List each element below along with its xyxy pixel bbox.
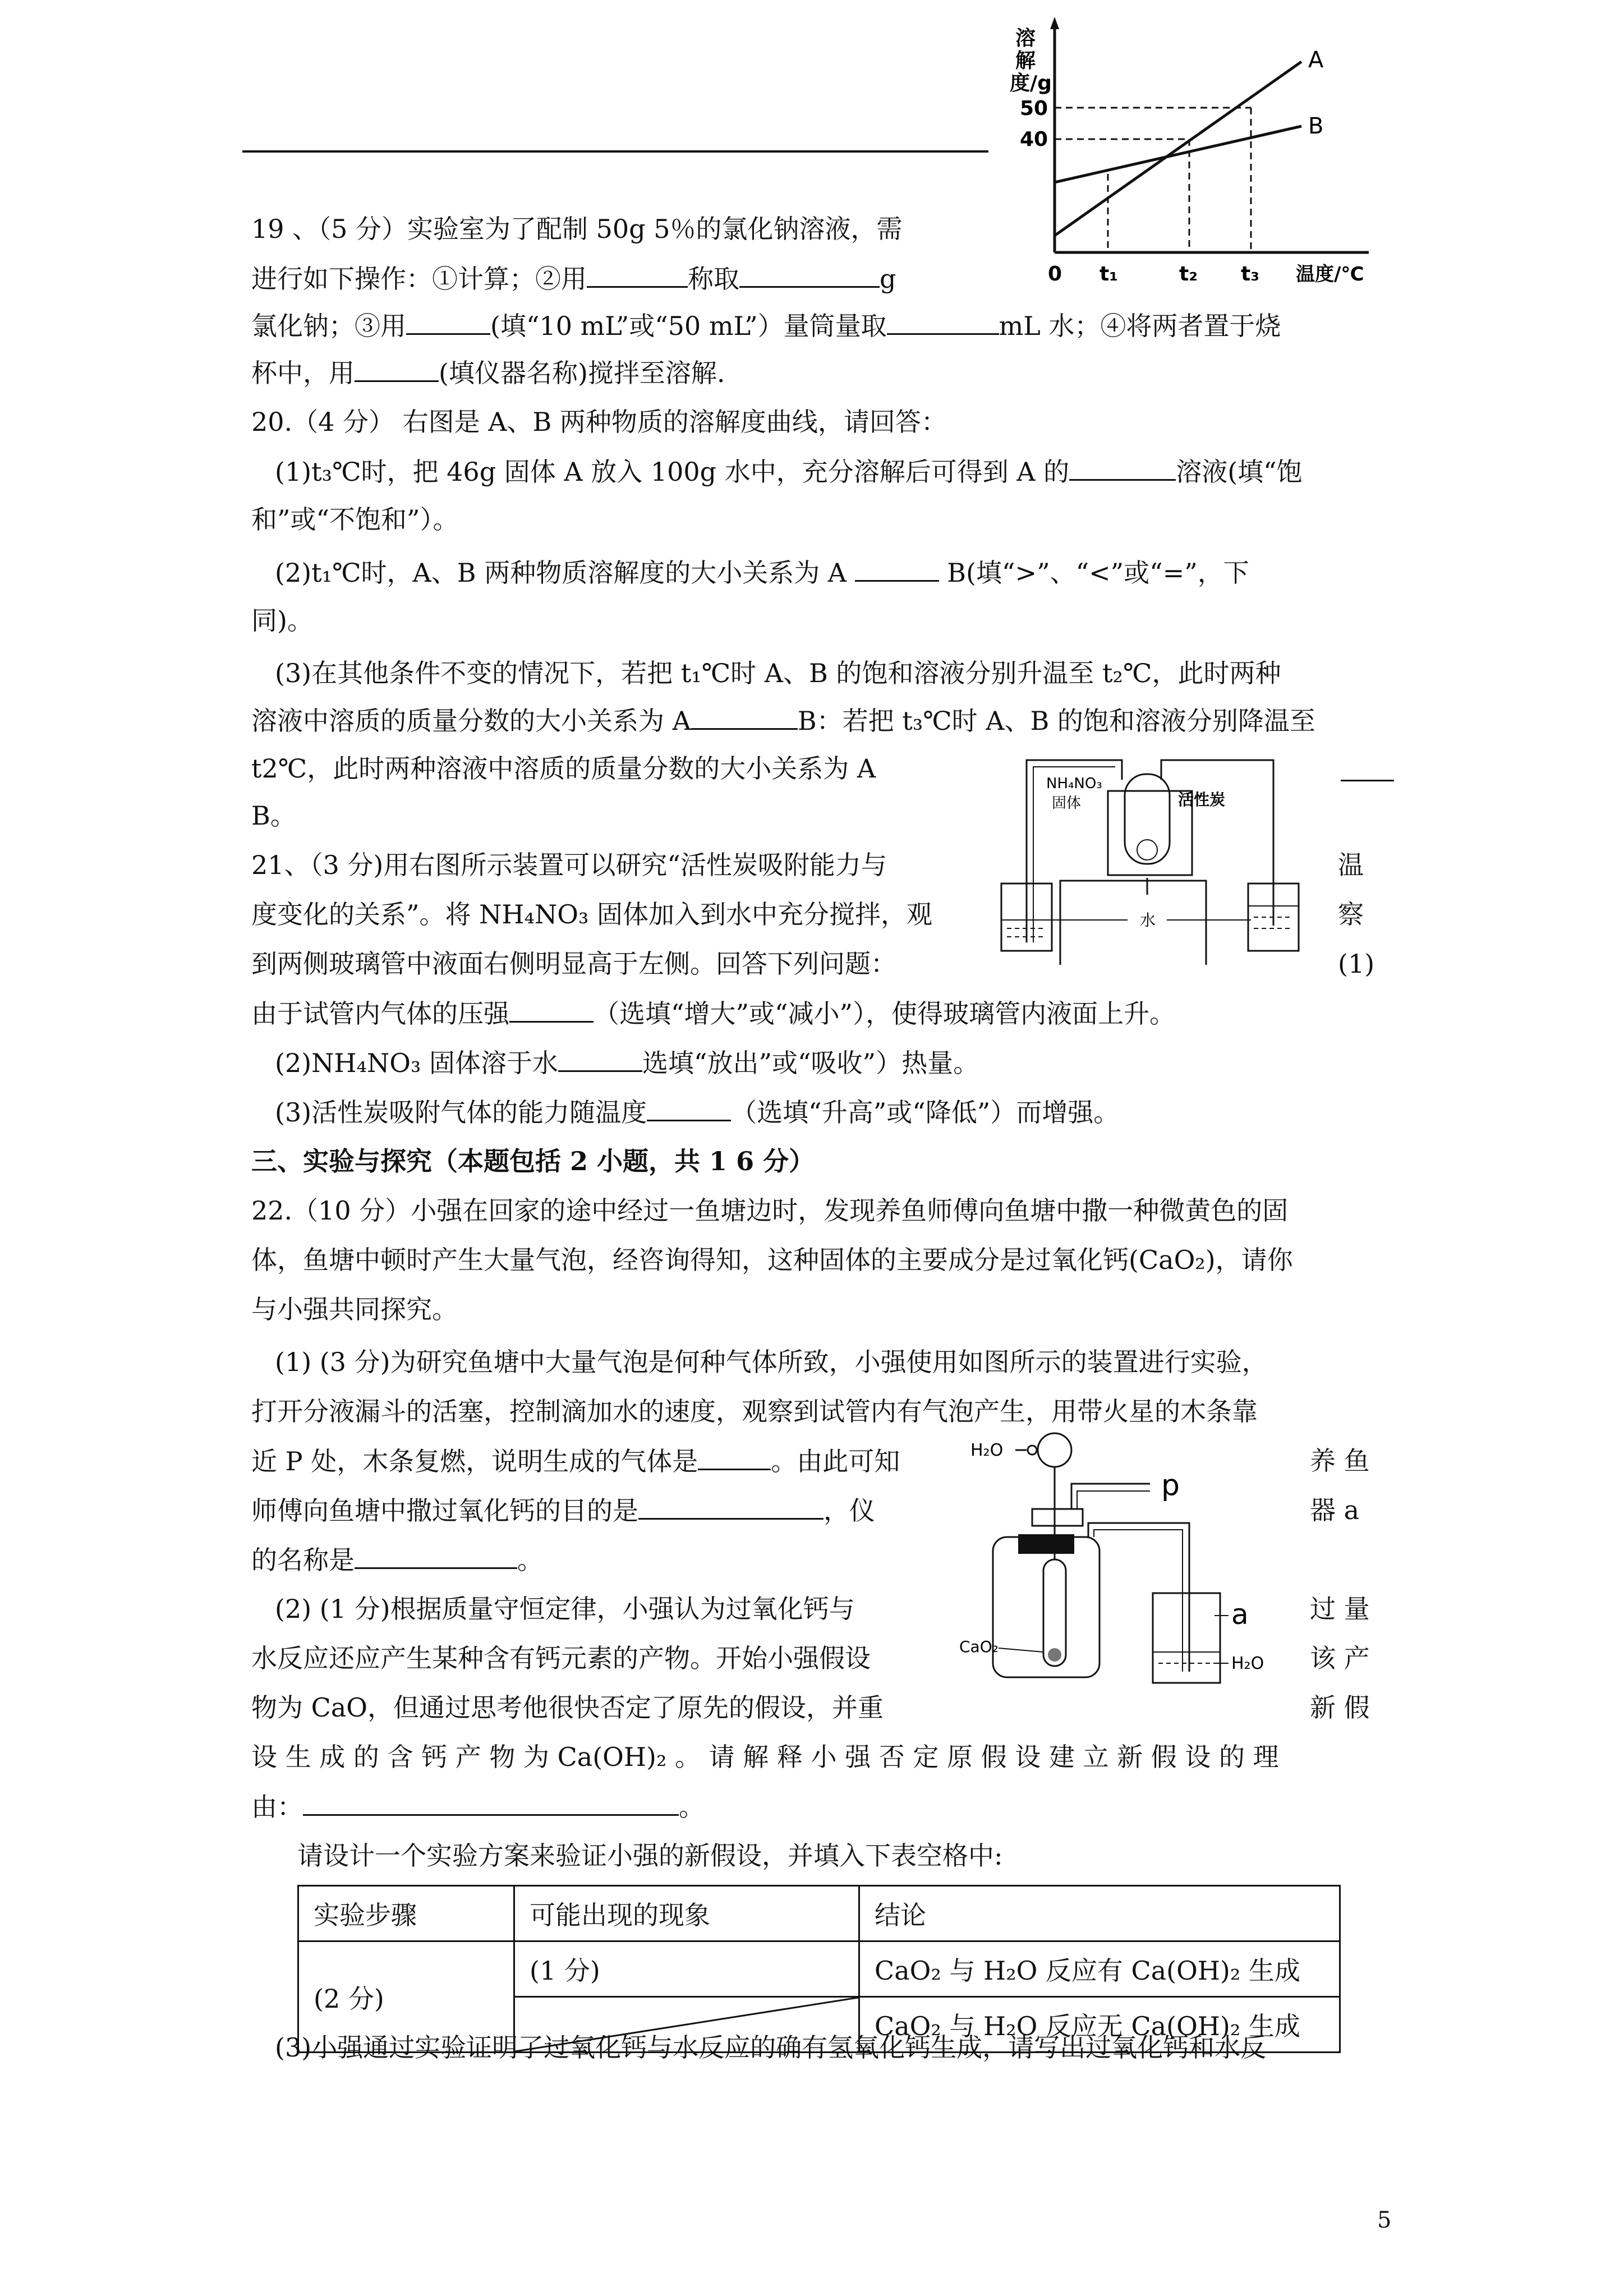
graph-x-label: 温度/℃ (1296, 263, 1364, 286)
q20-blank-cool-compare[interactable] (1341, 780, 1394, 781)
q21-line-2: 度变化的关系”。将 NH₄NO₃ 固体加入到水中充分搅拌，观 (251, 899, 932, 930)
fig21-solid-label: 固体 (1052, 795, 1082, 812)
q20-blank-t1-compare[interactable] (855, 555, 939, 582)
q20-blank-heat-compare[interactable] (691, 703, 798, 730)
fig22-a-label: a (1231, 1598, 1249, 1631)
q22-line-14: 请设计一个实验方案来验证小强的新假设，并填入下表空格中: (297, 1841, 1003, 1871)
q19-line-3: 氯化钠；③用 (填“10 mL”或“50 mL”）量筒量取 mL 水；④将两者置于烧 (251, 309, 1281, 343)
q22-line-12: 设 生 成 的 含 钙 产 物 为 Ca(OH)₂ 。 请 解 释 小 强 否 定 原 假 设 建 立 新 假 设 的 理 (251, 1742, 1279, 1772)
curve-a-line (1055, 62, 1301, 236)
q21-line-3: 到两侧玻璃管中液面右侧明显高于左侧。回答下列问题： (251, 949, 896, 979)
q22-line-1: 22.（10 分）小强在回家的途中经过一鱼塘边时，发现养鱼师傅向鱼塘中撒一种微黄色的固 (251, 1195, 1289, 1226)
q22-line-15: (3)小强通过实验证明了过氧化钙与水反应的确有氢氧化钙生成，请写出过氧化钙和水反 (275, 2032, 1267, 2063)
q22-line-6: 近 P 处，木条复燃，说明生成的气体是 。由此可知 (251, 1444, 900, 1478)
adsorption-apparatus-figure (993, 757, 1329, 965)
q22-line-9-end: 过 量 (1310, 1594, 1370, 1624)
q21-line-1: 21、（3 分)用右图所示装置可以研究“活性炭吸附能力与 (251, 850, 887, 880)
q20-blank-saturation[interactable] (1069, 454, 1176, 481)
q22-blank-instrument-name[interactable] (355, 1543, 517, 1569)
graph-y-label-1: 溶 (1015, 27, 1036, 50)
q20-line-3: 和”或“不饱和”）。 (251, 504, 459, 535)
q20-line-9: B。 (251, 800, 296, 831)
table-header-row (298, 1886, 1340, 1941)
table-cell-conclusion-1: CaO₂ 与 H₂O 反应有 Ca(OH)₂ 生成 (859, 1941, 1340, 1997)
q19-blank-tool[interactable] (355, 356, 439, 382)
q21-blank-pressure[interactable] (509, 996, 594, 1023)
q19-blank-volume[interactable] (887, 309, 999, 335)
q21-line-4: 由于试管内气体的压强 （选填“增大”或“减小”），使得玻璃管内液面上升。 (251, 996, 1175, 1030)
q22-line-4: (1) (3 分)为研究鱼塘中大量气泡是何种气体所致，小强使用如图所示的装置进行实验， (275, 1347, 1268, 1377)
q22-blank-purpose[interactable] (638, 1493, 823, 1520)
graph-x-tick-t3: t₃ (1241, 263, 1259, 286)
q22-line-13: 由： 。 (251, 1789, 705, 1824)
table-cell-step[interactable]: (2 分) (298, 1941, 514, 2053)
fig21-water-label: 水 (1140, 911, 1156, 930)
q20-line-1: 20.（4 分） 右图是 A、B 两种物质的溶解度曲线，请回答： (251, 407, 947, 437)
q22-line-7-end: 器 a (1310, 1495, 1360, 1525)
solubility-graph (999, 11, 1402, 303)
q20-line-5: 同)。 (251, 605, 313, 636)
q22-line-3: 与小强共同探究。 (251, 1294, 458, 1324)
q21-blank-heat[interactable] (558, 1046, 642, 1072)
table-header-phenomenon: 可能出现的现象 (514, 1886, 859, 1941)
q19-blank-cylinder[interactable] (406, 309, 490, 335)
header-rule (242, 150, 988, 153)
q19-line-1: 19 、（5 分）实验室为了配制 50g 5％的氯化钠溶液，需 (251, 214, 903, 244)
fig21-carbon-label: 活性炭 (1178, 790, 1226, 809)
q22-line-10-end: 该 产 (1310, 1643, 1370, 1673)
table-cell-conclusion-2: CaO₂ 与 H₂O 反应无 Ca(OH)₂ 生成 (859, 1997, 1340, 2053)
q20-line-4: (2)t₁℃时，A、B 两种物质溶解度的大小关系为 A B(填“>”、“<”或“=”，下 (275, 555, 1249, 590)
fig22-p-label: p (1161, 1469, 1180, 1502)
fig22-h2o-funnel-label: H₂O (970, 1441, 1004, 1460)
q22-line-8: 的名称是 。 (251, 1543, 543, 1577)
page-number: 5 (1377, 2207, 1392, 2233)
fig21-salt-label: NH₄NO₃ (1046, 775, 1102, 792)
q21-line-1-end: 温 (1338, 850, 1364, 880)
q20-line-8: t2℃，此时两种溶液中溶质的质量分数的大小关系为 A (251, 753, 876, 784)
q19-line-4: 杯中，用 (填仪器名称)搅拌至溶解. (251, 356, 725, 390)
q22-line-2: 体，鱼塘中顿时产生大量气泡，经咨询得知，这种固体的主要成分是过氧化钙(CaO₂)，请你 (251, 1245, 1293, 1275)
table-row (298, 1941, 1340, 1997)
graph-x-tick-0: 0 (1048, 263, 1062, 286)
q22-line-5: 打开分液漏斗的活塞，控制滴加水的速度，观察到试管内有气泡产生，用带火星的木条靠 (251, 1396, 1258, 1427)
q21-line-5: (2)NH₄NO₃ 固体溶于水 选填“放出”或“吸收”）热量。 (275, 1046, 979, 1080)
graph-curve-b-label: B (1308, 113, 1324, 139)
experiment-table (297, 1885, 1341, 2053)
graph-x-tick-t2: t₂ (1179, 263, 1198, 286)
table-header-conclusion: 结论 (859, 1886, 1340, 1941)
curve-b-line (1055, 126, 1301, 182)
q22-line-6-end: 养 鱼 (1310, 1446, 1370, 1476)
q20-line-2: (1)t₃℃时，把 46g 固体 A 放入 100g 水中，充分溶解后可得到 A 的 溶液(填“饱 (275, 454, 1303, 489)
q21-line-6: (3)活性炭吸附气体的能力随温度 （选填“升高”或“降低”）而增强。 (275, 1095, 1119, 1129)
q22-line-9: (2) (1 分)根据质量守恒定律，小强认为过氧化钙与 (275, 1594, 855, 1624)
graph-curve-a-label: A (1308, 47, 1324, 73)
q22-line-7: 师傅向鱼塘中撒过氧化钙的目的是 ，仪 (251, 1493, 875, 1527)
graph-y-tick-40: 40 (1020, 128, 1048, 151)
q21-line-2-end: 察 (1338, 899, 1364, 930)
table-header-step: 实验步骤 (298, 1886, 514, 1941)
q21-line-3-end: (1) (1338, 949, 1375, 979)
q19-blank-instrument[interactable] (587, 261, 688, 288)
q22-blank-reason[interactable] (303, 1789, 679, 1816)
graph-y-label-2: 解 (1015, 49, 1036, 72)
q20-line-6: (3)在其他条件不变的情况下，若把 t₁℃时 A、B 的饱和溶液分别升温至 t₂℃，此时两种 (275, 658, 1281, 688)
section-3-heading: 三、实验与探究（本题包括 2 小题，共 1 6 分） (251, 1146, 815, 1176)
graph-y-label-3: 度/g (1010, 72, 1052, 95)
oxygen-apparatus-figure (959, 1425, 1307, 1688)
q19-line-2: 进行如下操作：①计算；②用 称取 g (251, 261, 896, 296)
q20-line-7: 溶液中溶质的质量分数的大小关系为 A B：若把 t₃℃时 A、B 的饱和溶液分别降温至 (251, 703, 1315, 738)
fig22-cao2-label: CaO₂ (959, 1637, 999, 1656)
graph-y-tick-50: 50 (1020, 97, 1048, 120)
q19-blank-mass[interactable] (739, 261, 880, 288)
fig22-h2o-beaker-label: H₂O (1231, 1654, 1264, 1673)
graph-x-tick-t1: t₁ (1099, 263, 1118, 286)
q22-blank-gas[interactable] (698, 1444, 771, 1470)
table-cell-phenomenon-1[interactable]: (1 分) (514, 1941, 859, 1997)
q22-line-11-end: 新 假 (1310, 1692, 1370, 1723)
q21-blank-temperature[interactable] (647, 1095, 731, 1121)
q22-line-10: 水反应还应产生某种含有钙元素的产物。开始小强假设 (251, 1643, 871, 1673)
q22-line-11: 物为 CaO，但通过思考他很快否定了原先的假设，并重 (251, 1692, 884, 1723)
